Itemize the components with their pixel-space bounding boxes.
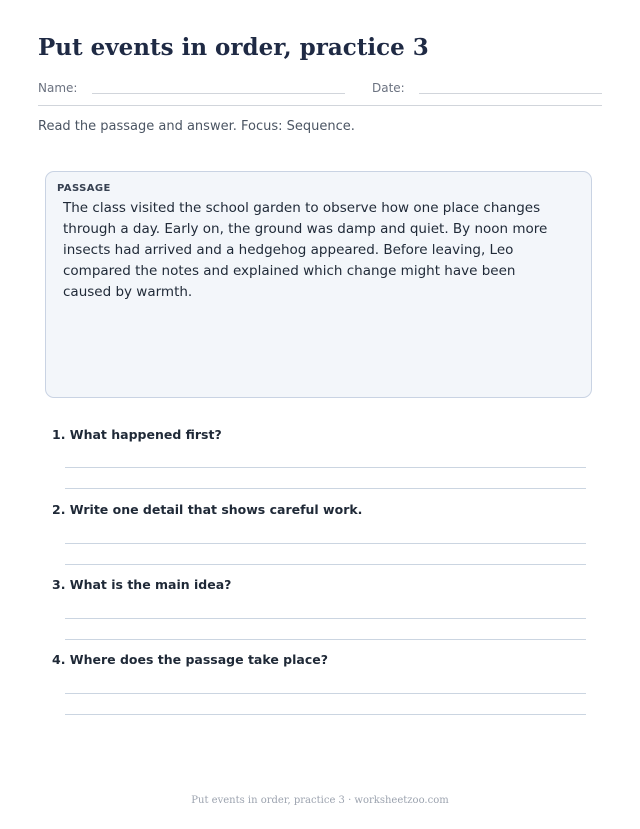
answer-line[interactable] — [65, 543, 586, 544]
question-prompt: 3. What is the main idea? — [52, 577, 232, 592]
answer-line[interactable] — [65, 639, 586, 640]
page-footer: Put events in order, practice 3 · worksheetzoo.com — [191, 795, 449, 806]
answer-line[interactable] — [65, 714, 586, 715]
question-prompt: 2. Write one detail that shows careful work. — [52, 502, 363, 517]
date-field[interactable] — [419, 93, 602, 94]
passage-label: PASSAGE — [57, 183, 111, 194]
date-label: Date: — [372, 81, 405, 95]
passage-box — [45, 171, 592, 398]
passage-text: The class visited the school garden to observe how one place changes through a day. Early on, the ground was damp and quiet. By noon more insects had arrived and a hedgehog appeared. Before leaving, Leo compared the notes and explained which change might have been caused by warmth. — [63, 200, 548, 300]
name-field[interactable] — [92, 93, 345, 94]
answer-line[interactable] — [65, 618, 586, 619]
header-divider — [38, 105, 602, 106]
name-label: Name: — [38, 81, 78, 95]
question-prompt: 1. What happened first? — [52, 427, 222, 442]
answer-line[interactable] — [65, 693, 586, 694]
worksheet-title: Put events in order, practice 3 — [38, 34, 429, 61]
question-prompt: 4. Where does the passage take place? — [52, 652, 328, 667]
answer-line[interactable] — [65, 564, 586, 565]
answer-line[interactable] — [65, 488, 586, 489]
answer-line[interactable] — [65, 467, 586, 468]
instructions: Read the passage and answer. Focus: Sequence. — [38, 119, 355, 134]
